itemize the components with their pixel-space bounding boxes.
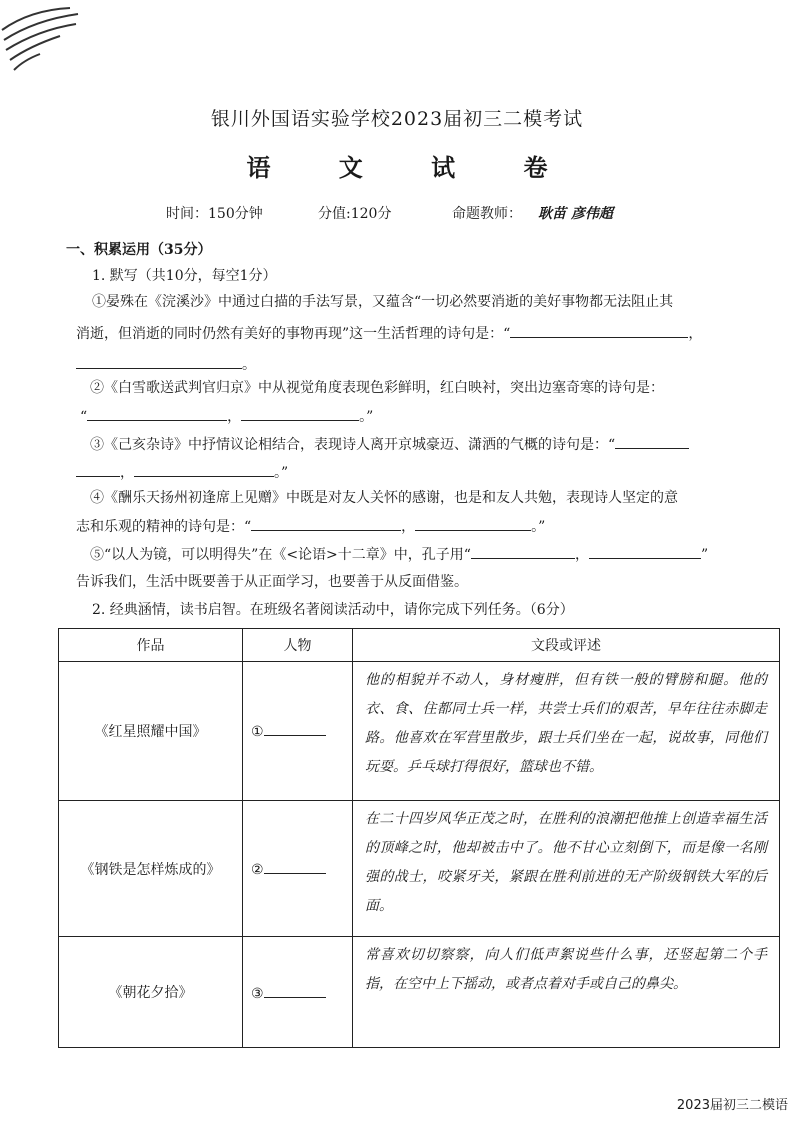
answer-marker: ③ bbox=[251, 985, 264, 1002]
q1-item1-line1: ①晏殊在《浣溪沙》中通过白描的手法写景，又蕴含“一切必然要消逝的美好事物都无法阻止其 bbox=[92, 294, 674, 310]
q1-heading: 1. 默写（共10分，每空1分） bbox=[92, 268, 277, 284]
q1-item1-line2 bbox=[76, 323, 702, 344]
table-row bbox=[59, 937, 780, 1048]
answer-blank[interactable] bbox=[76, 462, 120, 477]
q1-item5-line2: 告诉我们，生活中既要善于从正面学习，也要善于从反面借鉴。 bbox=[76, 574, 468, 590]
punct: ， bbox=[574, 547, 589, 563]
q1-item3-text: ③《己亥杂诗》中抒情议论相结合，表现诗人离开京城豪迈、潇洒的气概的诗句是：“ bbox=[90, 437, 616, 453]
answer-blank[interactable] bbox=[589, 544, 701, 559]
answer-blank[interactable] bbox=[87, 406, 227, 421]
q1-item4-line1: ④《酬乐天扬州初逢席上见赠》中既是对友人关怀的感谢，也是和友人共勉，表现诗人坚定的意 bbox=[90, 490, 678, 506]
punct: ， bbox=[401, 519, 416, 535]
subject-title: 语 文 试 卷 bbox=[246, 153, 578, 182]
punct: ” bbox=[700, 547, 709, 563]
reading-table bbox=[58, 628, 780, 1048]
q1-item5-text: ⑤“以人为镜，可以明得失”在《<论语>十二章》中，孔子用“ bbox=[90, 547, 471, 563]
section-heading: 一、积累运用（35分） bbox=[66, 242, 212, 258]
answer-blank[interactable] bbox=[251, 516, 401, 531]
answer-blank[interactable] bbox=[241, 406, 359, 421]
q2-heading: 2. 经典涵情，读书启智。在班级名著阅读活动中，请你完成下列任务。（6分） bbox=[92, 602, 574, 618]
q1-item4-line2 bbox=[76, 516, 545, 537]
exam-time: 时间：150分钟 bbox=[166, 206, 263, 222]
header-work: 作品 bbox=[59, 629, 243, 662]
header-person: 人物 bbox=[243, 629, 353, 662]
punct: 。 bbox=[242, 357, 256, 373]
author-names: 耿苗 彦伟超 bbox=[538, 206, 613, 222]
passage-text: 他的相貌并不动人，身材瘦胖，但有铁一般的臂膀和腿。他的衣、食、住都同士兵一样，共尝士兵们的艰苦，早年往往赤脚走路。他喜欢在军营里散步，跟士兵们坐在一起，说故事，同他们玩耍。乒乓球打得很好，篮球也不错。 bbox=[353, 662, 780, 801]
answer-blank[interactable] bbox=[264, 983, 326, 998]
punct: 。” bbox=[359, 409, 374, 425]
page-footer: 2023届初三二模语 bbox=[676, 1098, 788, 1113]
punct: 。” bbox=[531, 519, 546, 535]
person-cell bbox=[243, 937, 353, 1048]
passage-text: 在二十四岁风华正茂之时，在胜利的浪潮把他推上创造幸福生活的顶峰之时，他却被击中了。他不甘心立刻倒下，而是像一名刚强的战士，咬紧牙关，紧跟在胜利前进的无产阶级钢铁大军的后面。 bbox=[353, 800, 780, 937]
answer-marker: ① bbox=[251, 724, 264, 741]
table-row bbox=[59, 662, 780, 801]
answer-blank[interactable] bbox=[510, 323, 688, 338]
q1-item3-line1 bbox=[90, 434, 689, 455]
punct: ， bbox=[688, 326, 703, 342]
answer-blank[interactable] bbox=[471, 544, 575, 559]
table-row bbox=[59, 800, 780, 937]
exam-score: 分值:120分 bbox=[318, 206, 392, 222]
answer-blank[interactable] bbox=[615, 434, 689, 449]
passage-text: 常喜欢切切察察，向人们低声絮说些什么事，还竖起第二个手指，在空中上下摇动，或者点着对手或自己的鼻尖。 bbox=[353, 937, 780, 1048]
q1-item1-line3 bbox=[76, 354, 256, 375]
q1-item5-line1 bbox=[90, 544, 708, 565]
table-header-row bbox=[59, 629, 780, 662]
answer-marker: ② bbox=[251, 862, 264, 879]
q1-item2-line2 bbox=[80, 406, 373, 427]
answer-blank[interactable] bbox=[134, 462, 274, 477]
person-cell bbox=[243, 662, 353, 801]
punct: ， bbox=[227, 409, 242, 425]
header-passage: 文段或评述 bbox=[353, 629, 780, 662]
work-title: 《红星照耀中国》 bbox=[59, 662, 243, 801]
answer-blank[interactable] bbox=[415, 516, 531, 531]
answer-blank[interactable] bbox=[76, 354, 242, 369]
punct: “ bbox=[80, 409, 88, 425]
punct: ， bbox=[120, 465, 134, 481]
answer-blank[interactable] bbox=[264, 721, 326, 736]
person-cell bbox=[243, 800, 353, 937]
work-title: 《朝花夕拾》 bbox=[59, 937, 243, 1048]
punct: 。” bbox=[274, 465, 289, 481]
school-title: 银川外国语实验学校2023届初三二模考试 bbox=[210, 108, 584, 130]
q1-item1-text: 消逝，但消逝的同时仍然有美好的事物再现”这一生活哲理的诗句是：“ bbox=[76, 326, 511, 342]
q1-item4-text: 志和乐观的精神的诗句是：“ bbox=[76, 519, 252, 535]
q1-item2-line1: ②《白雪歌送武判官归京》中从视觉角度表现色彩鲜明，红白映衬，突出边塞奇寒的诗句是： bbox=[90, 380, 664, 396]
q1-item3-line2 bbox=[76, 462, 288, 483]
work-title: 《钢铁是怎样炼成的》 bbox=[59, 800, 243, 937]
pen-scribble bbox=[0, 0, 90, 80]
author-label: 命题教师： bbox=[452, 206, 522, 222]
answer-blank[interactable] bbox=[264, 859, 326, 874]
